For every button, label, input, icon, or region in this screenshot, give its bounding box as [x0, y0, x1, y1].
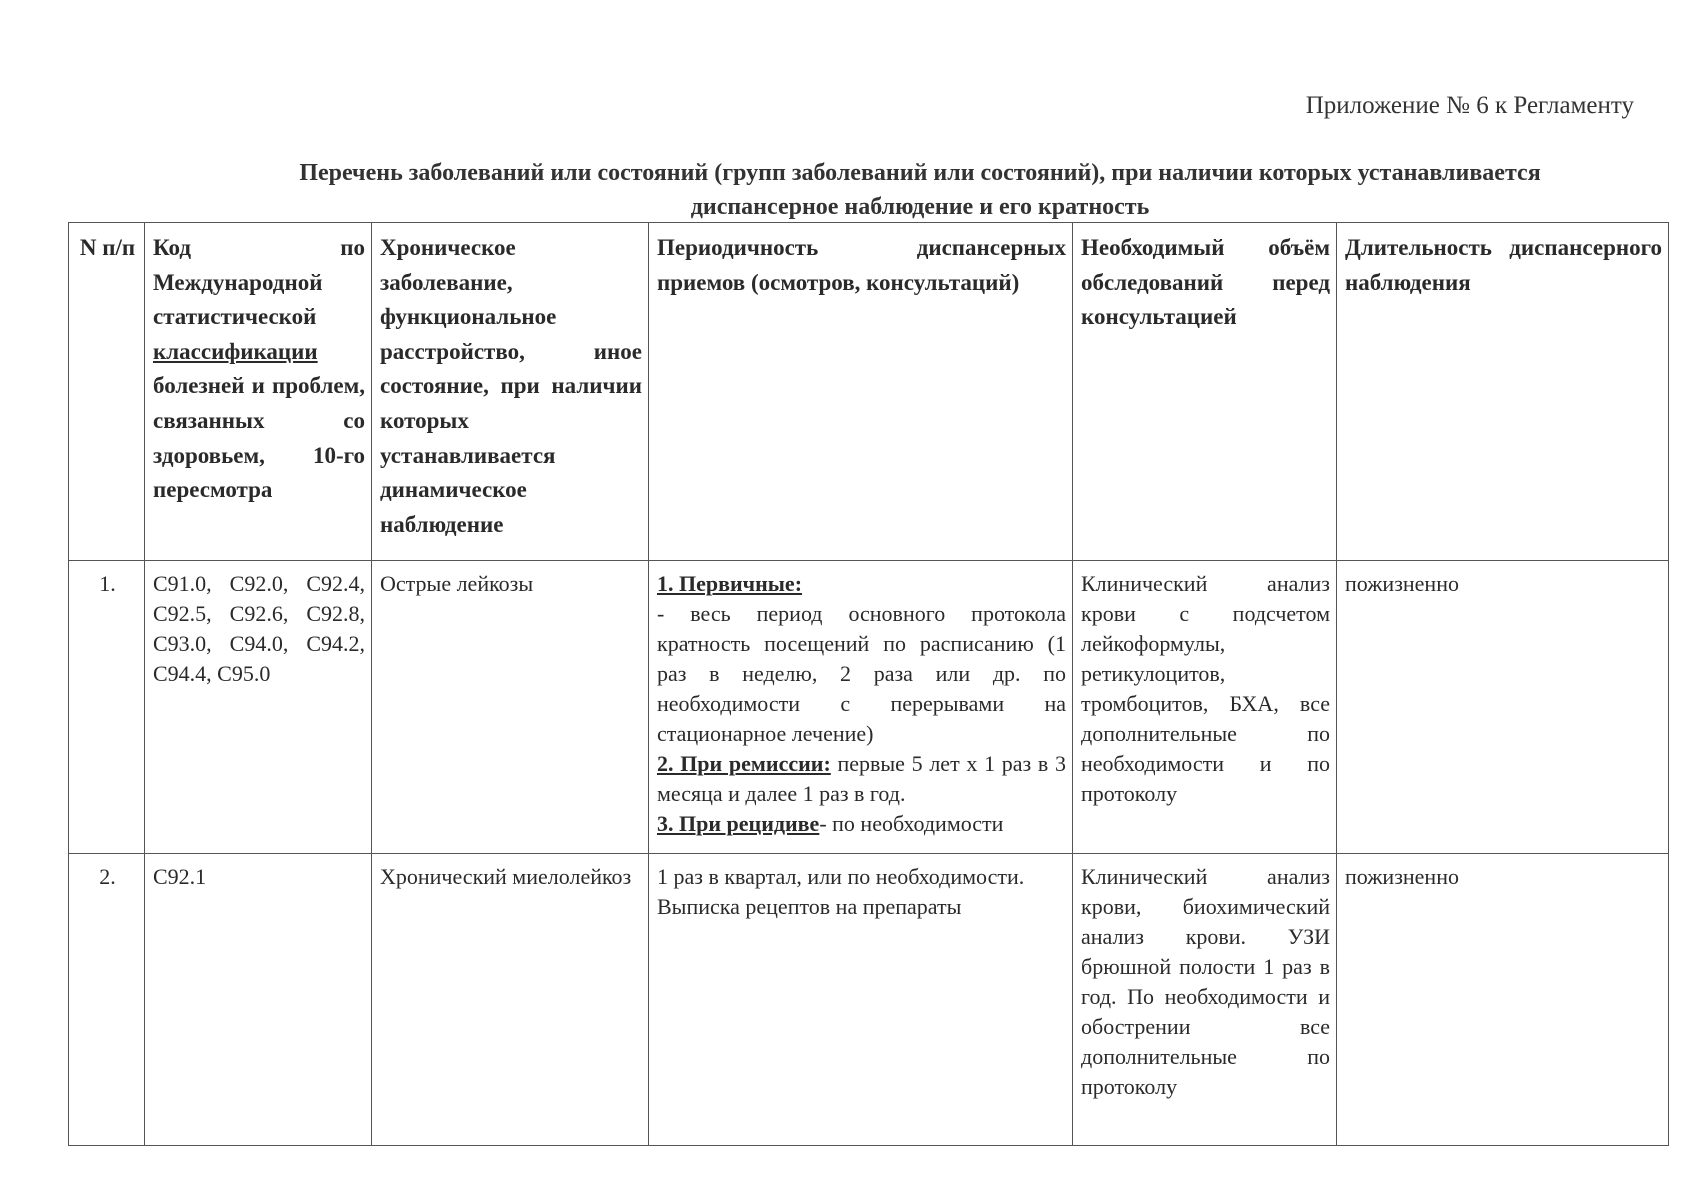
table-row — [69, 561, 1669, 854]
table-header-row — [69, 223, 1669, 561]
row-condition: Хронический миелолейкоз — [372, 854, 649, 1146]
col-header-icd-part1: Код по Международной статистической — [153, 235, 365, 330]
col-header-duration: Длительность диспансерного наблюдения — [1337, 223, 1669, 561]
row-exams: Клинический анализ крови, биохимический анализ крови. УЗИ брюшной полости 1 раз в год. По необходимости и обострении все дополнительные по протоколу — [1073, 854, 1337, 1146]
table-row — [69, 854, 1669, 1146]
col-header-periodicity: Периодичность диспансерных приемов (осмотров, консультаций) — [649, 223, 1073, 561]
row-number: 2. — [69, 854, 145, 1146]
regulation-table — [68, 222, 1669, 1146]
row-condition: Острые лейкозы — [372, 561, 649, 854]
col-header-icd-part3: болезней и проблем, связанных со здоровьем, 10-го пересмотра — [153, 373, 365, 503]
periodicity-primary-label: 1. Первичные: — [657, 571, 803, 596]
periodicity-relapse-text: - по необходимости — [819, 811, 1004, 836]
col-header-condition: Хроническое заболевание, функциональное расстройство, иное состояние, при наличии которых устанавливается динамическое наблюдение — [372, 223, 649, 561]
row-exams: Клинический анализ крови с подсчетом лейкоформулы, ретикулоцитов, тромбоцитов, БХА, все дополнительные по необходимости и по протоколу — [1073, 561, 1337, 854]
row-duration: пожизненно — [1337, 561, 1669, 854]
col-header-exams: Необходимый объём обследований перед консультацией — [1073, 223, 1337, 561]
periodicity-remission-label: 2. При ремиссии: — [657, 751, 831, 776]
row-periodicity — [649, 561, 1073, 854]
row-number: 1. — [69, 561, 145, 854]
col-header-icd-part2: классификации — [153, 338, 318, 364]
row-periodicity — [649, 854, 1073, 1146]
periodicity-line: 1 раз в квартал, или по необходимости. — [657, 864, 1025, 889]
document-title: Перечень заболеваний или состояний (групп заболеваний или состояний), при наличии которых устанавливается диспансерное наблюдение и его кратность — [299, 160, 1541, 220]
periodicity-relapse-label: 3. При рецидиве — [657, 811, 820, 836]
periodicity-line: Выписка рецептов на препараты — [657, 894, 962, 919]
appendix-label: Приложение № 6 к Регламенту — [1305, 92, 1634, 119]
row-duration: пожизненно — [1337, 854, 1669, 1146]
col-header-icd-code — [145, 223, 372, 561]
periodicity-primary-text: - весь период основного протокола кратность посещений по расписанию (1 раз в неделю, 2 раза или др. по необходимости с перерывами на стационарное лечение) — [657, 601, 1066, 746]
row-codes: C92.1 — [145, 854, 372, 1146]
row-codes: C91.0, C92.0, C92.4, C92.5, C92.6, C92.8, C93.0, C94.0, C94.2, C94.4, C95.0 — [145, 561, 372, 854]
col-header-number: N п/п — [69, 223, 145, 561]
periodicity-remission-text: первые 5 лет х 1 раз в 3 месяца и далее 1 раз в год. — [657, 751, 1066, 806]
